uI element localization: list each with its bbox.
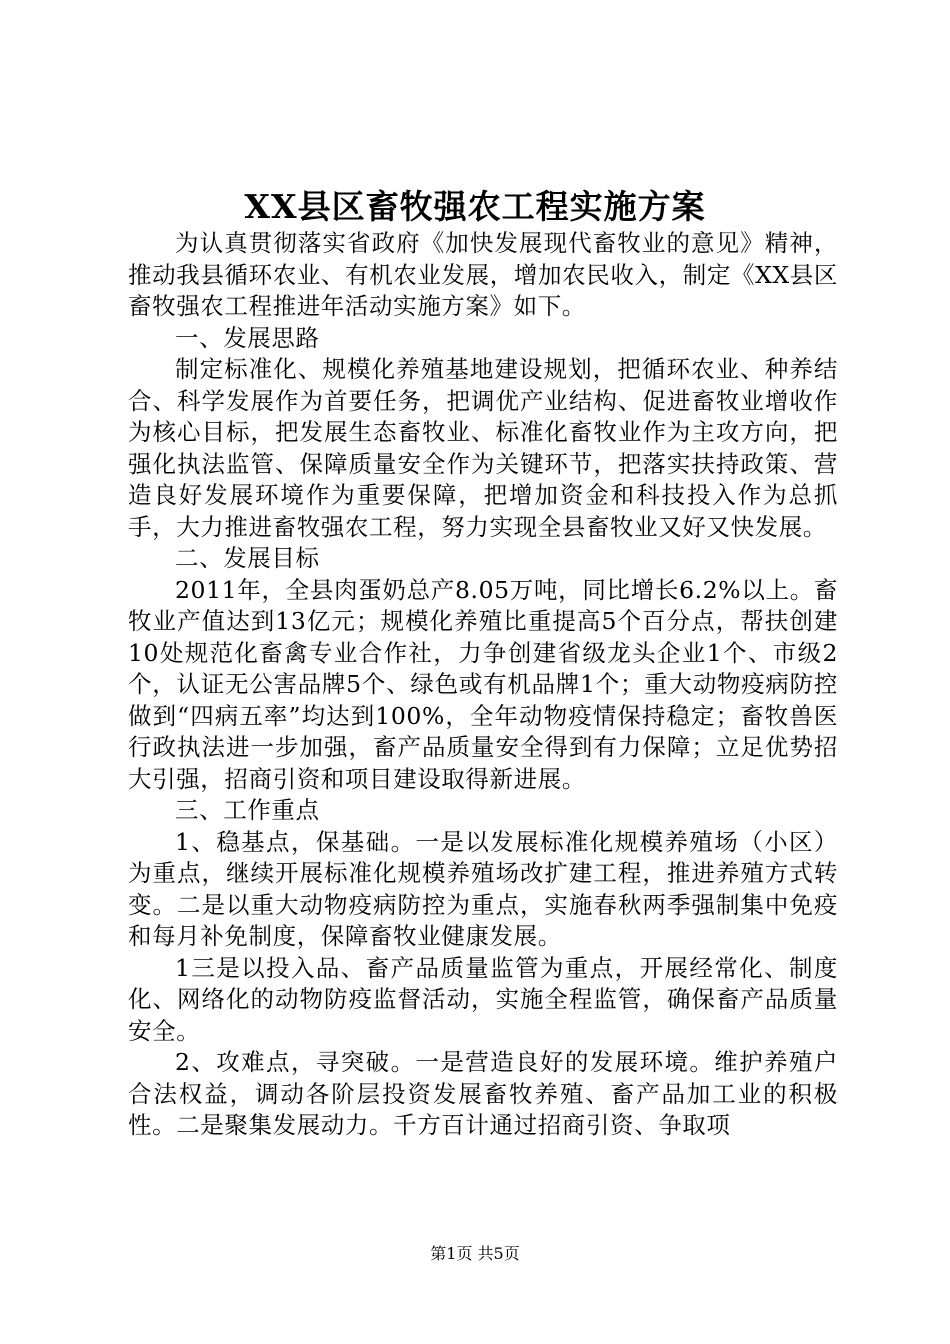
- work-focus-paragraph-3: 2、攻难点，寻突破。一是营造良好的发展环境。维护养殖户合法权益，调动各阶层投资发展畜牧养殖、畜产品加工业的积极性。二是聚集发展动力。千方百计通过招商引资、争取项: [128, 1048, 838, 1139]
- page-footer: 第1页 共5页: [430, 1244, 520, 1263]
- section-heading-development-approach: 一、发展思路: [175, 323, 320, 352]
- work-focus-paragraph-1: 1、稳基点，保基础。一是以发展标准化规模养殖场（小区）为重点，继续开展标准化规模养殖场改扩建工程，推进养殖方式转变。二是以重大动物疫病防控为重点，实施春秋两季强制集中免疫和每月补免制度，保障畜牧业健康发展。: [128, 827, 838, 950]
- section-heading-development-goals: 二、发展目标: [175, 544, 320, 572]
- document-body: [128, 228, 838, 1142]
- development-goals-paragraph: 2011年，全县肉蛋奶总产8.05万吨，同比增长6.2%以上。畜牧业产值达到13亿元；规模化养殖比重提高5个百分点，帮扶创建10处规范化畜禽专业合作社，力争创建省级龙头企业1个、市级2个，认证无公害品牌5个、绿色或有机品牌1个；重大动物疫病防控做到“四病五率”均达到100%，全年动物疫情保持稳定；畜牧兽医行政执法进一步加强，畜产品质量安全得到有力保障；立足优势招大引强，招商引资和项目建设取得新进展。: [128, 575, 838, 793]
- development-approach-paragraph: 制定标准化、规模化养殖基地建设规划，把循环农业、种养结合、科学发展作为首要任务，把调优产业结构、促进畜牧业增收作为核心目标，把发展生态畜牧业、标准化畜牧业作为主攻方向，把强化执法监管、保障质量安全作为关键环节，把落实扶持政策、营造良好发展环境作为重要保障，把增加资金和科技投入作为总抓手，大力推进畜牧强农工程，努力实现全县畜牧业又好又快发展。: [128, 355, 838, 541]
- document-title: XX县区畜牧强农工程实施方案: [244, 187, 706, 226]
- section-heading-work-focus: 三、工作重点: [175, 796, 320, 824]
- work-focus-paragraph-2: 1三是以投入品、畜产品质量监管为重点，开展经常化、制度化、网络化的动物防疫监督活动，实施全程监管，确保畜产品质量安全。: [128, 953, 838, 1045]
- intro-paragraph: 为认真贯彻落实省政府《加快发展现代畜牧业的意见》精神，推动我县循环农业、有机农业发展，增加农民收入，制定《XX县区畜牧强农工程推进年活动实施方案》如下。: [128, 229, 838, 320]
